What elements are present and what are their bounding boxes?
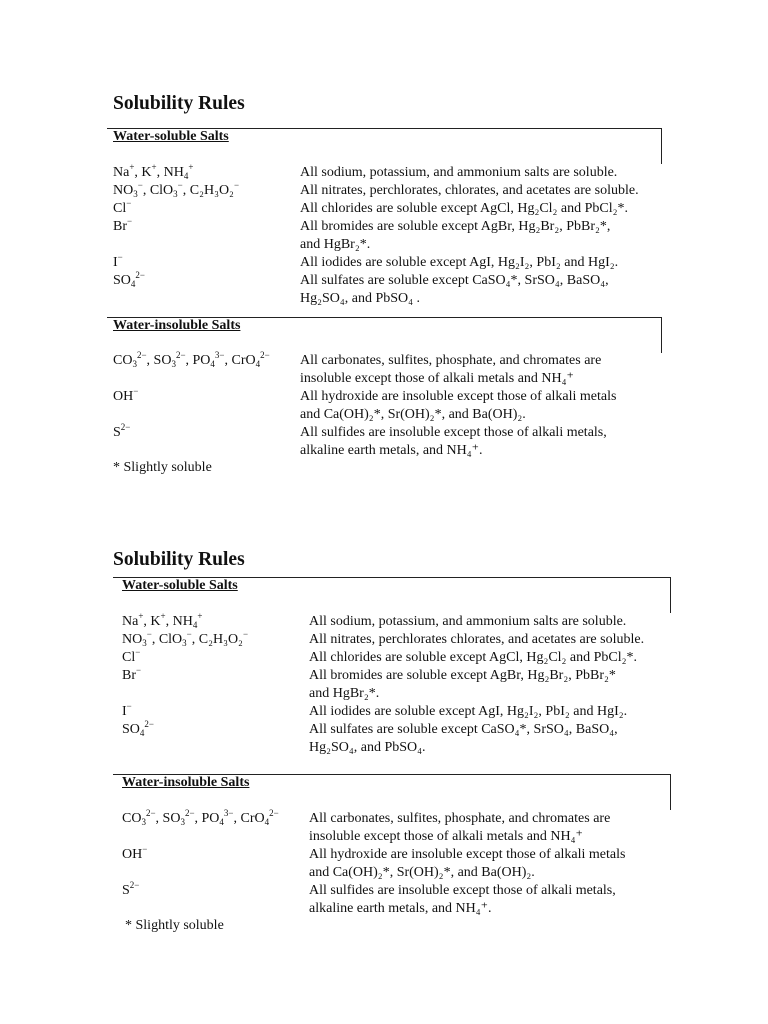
rule-description: All carbonates, sulfites, phosphate, and chromates are xyxy=(300,353,602,368)
rule-description: All nitrates, perchlorates chlorates, and acetates are soluble. xyxy=(309,632,645,647)
soluble-salts-heading: Water-soluble Salts xyxy=(113,129,229,144)
rule-description: All hydroxide are insoluble except those of alkali metals xyxy=(309,847,626,862)
rule-description: Hg₂SO₄, and PbSO₄ . xyxy=(300,291,421,306)
rule-description: All chlorides are soluble except AgCl, Hg₂Cl₂ and PbCl₂*. xyxy=(309,650,638,665)
table-rule xyxy=(107,317,662,318)
rule-description: All sulfates are soluble except CaSO₄*, SrSO₄, BaSO₄, xyxy=(300,273,609,288)
footnote: * Slightly soluble xyxy=(113,460,212,475)
table-rule xyxy=(107,128,662,129)
rule-description: and Ca(OH)₂*, Sr(OH)₂*, and Ba(OH)₂. xyxy=(300,407,526,422)
ion-formula-chloride: Cl− xyxy=(122,647,141,665)
insoluble-salts-heading: Water-insoluble Salts xyxy=(113,318,241,333)
page-title: Solubility Rules xyxy=(113,93,245,114)
ion-formula-sulfide: $S^{2-}$ xyxy=(122,880,140,898)
ion-formula-hydroxide: OH− xyxy=(113,386,139,404)
rule-description: alkaline earth metals, and NH₄⁺. xyxy=(300,443,483,458)
ion-formula-hydroxide: OH− xyxy=(122,844,148,862)
ion-formula-alkali: Na+, K+, $NH_4^+$ xyxy=(113,162,194,181)
rule-description: All iodides are soluble except AgI, Hg₂I₂, PbI₂ and HgI₂. xyxy=(300,255,619,270)
rule-description: All sulfides are insoluble except those of alkali metals, xyxy=(300,425,607,440)
ion-formula-chloride: Cl− xyxy=(113,198,132,216)
page-title: Solubility Rules xyxy=(113,549,245,570)
ion-formula-bromide: Br− xyxy=(113,216,133,234)
ion-formula-nitrates: $NO_3^-$, ClO$_3$−, C₂H₃O₂− xyxy=(122,629,249,648)
table-rule xyxy=(661,317,662,353)
rule-description: All sulfates are soluble except CaSO₄*, SrSO₄, BaSO₄, xyxy=(309,722,618,737)
rule-description: All sodium, potassium, and ammonium salts are soluble. xyxy=(309,614,627,629)
insoluble-salts-heading: Water-insoluble Salts xyxy=(122,775,250,790)
rule-description: All hydroxide are insoluble except those of alkali metals xyxy=(300,389,617,404)
ion-formula-carbonates: $CO_3^{2-}$, $SO_3^{2-}$, $PO_4^{3-}$, CrO$_4^{2-}$ xyxy=(122,808,279,827)
rule-description: All sulfides are insoluble except those of alkali metals, xyxy=(309,883,616,898)
table-rule xyxy=(661,128,662,164)
ion-formula-iodide: I− xyxy=(113,252,123,270)
rule-description: All carbonates, sulfites, phosphate, and chromates are xyxy=(309,811,611,826)
table-rule xyxy=(670,774,671,810)
rule-description: All iodides are soluble except AgI, Hg₂I₂, PbI₂ and HgI₂. xyxy=(309,704,628,719)
rule-description: insoluble except those of alkali metals and NH₄⁺ xyxy=(300,371,574,386)
footnote: * Slightly soluble xyxy=(125,918,224,933)
rule-description: insoluble except those of alkali metals and NH₄⁺ xyxy=(309,829,583,844)
rule-description: and HgBr₂*. xyxy=(309,686,380,701)
ion-formula-nitrates: $NO_3^-$, ClO$_3$−, C₂H₃O₂− xyxy=(113,180,240,199)
ion-formula-sulfate: $SO_4^{2-}$ xyxy=(122,719,154,738)
rule-description: alkaline earth metals, and NH₄⁺. xyxy=(309,901,492,916)
ion-formula-carbonates: $CO_3^{2-}$, $SO_3^{2-}$, $PO_4^{3-}$, CrO$_4^{2-}$ xyxy=(113,350,270,369)
rule-description: All sodium, potassium, and ammonium salts are soluble. xyxy=(300,165,618,180)
rule-description: All bromides are soluble except AgBr, Hg₂Br₂, PbBr₂* xyxy=(309,668,616,683)
ion-formula-iodide: I− xyxy=(122,701,132,719)
ion-formula-bromide: Br− xyxy=(122,665,142,683)
ion-formula-sulfate: $SO_4^{2-}$ xyxy=(113,270,145,289)
table-rule xyxy=(113,774,671,775)
rule-description: and HgBr₂*. xyxy=(300,237,371,252)
rule-description: and Ca(OH)₂*, Sr(OH)₂*, and Ba(OH)₂. xyxy=(309,865,535,880)
soluble-salts-heading: Water-soluble Salts xyxy=(122,578,238,593)
table-rule xyxy=(113,577,671,578)
ion-formula-sulfide: $S^{2-}$ xyxy=(113,422,131,440)
rule-description: All chlorides are soluble except AgCl, Hg₂Cl₂ and PbCl₂*. xyxy=(300,201,629,216)
rule-description: All nitrates, perchlorates, chlorates, and acetates are soluble. xyxy=(300,183,639,198)
table-rule xyxy=(670,577,671,613)
rule-description: All bromides are soluble except AgBr, Hg₂Br₂, PbBr₂*, xyxy=(300,219,611,234)
rule-description: Hg₂SO₄, and PbSO₄. xyxy=(309,740,426,755)
ion-formula-alkali: Na+, K+, $NH_4^+$ xyxy=(122,611,203,630)
